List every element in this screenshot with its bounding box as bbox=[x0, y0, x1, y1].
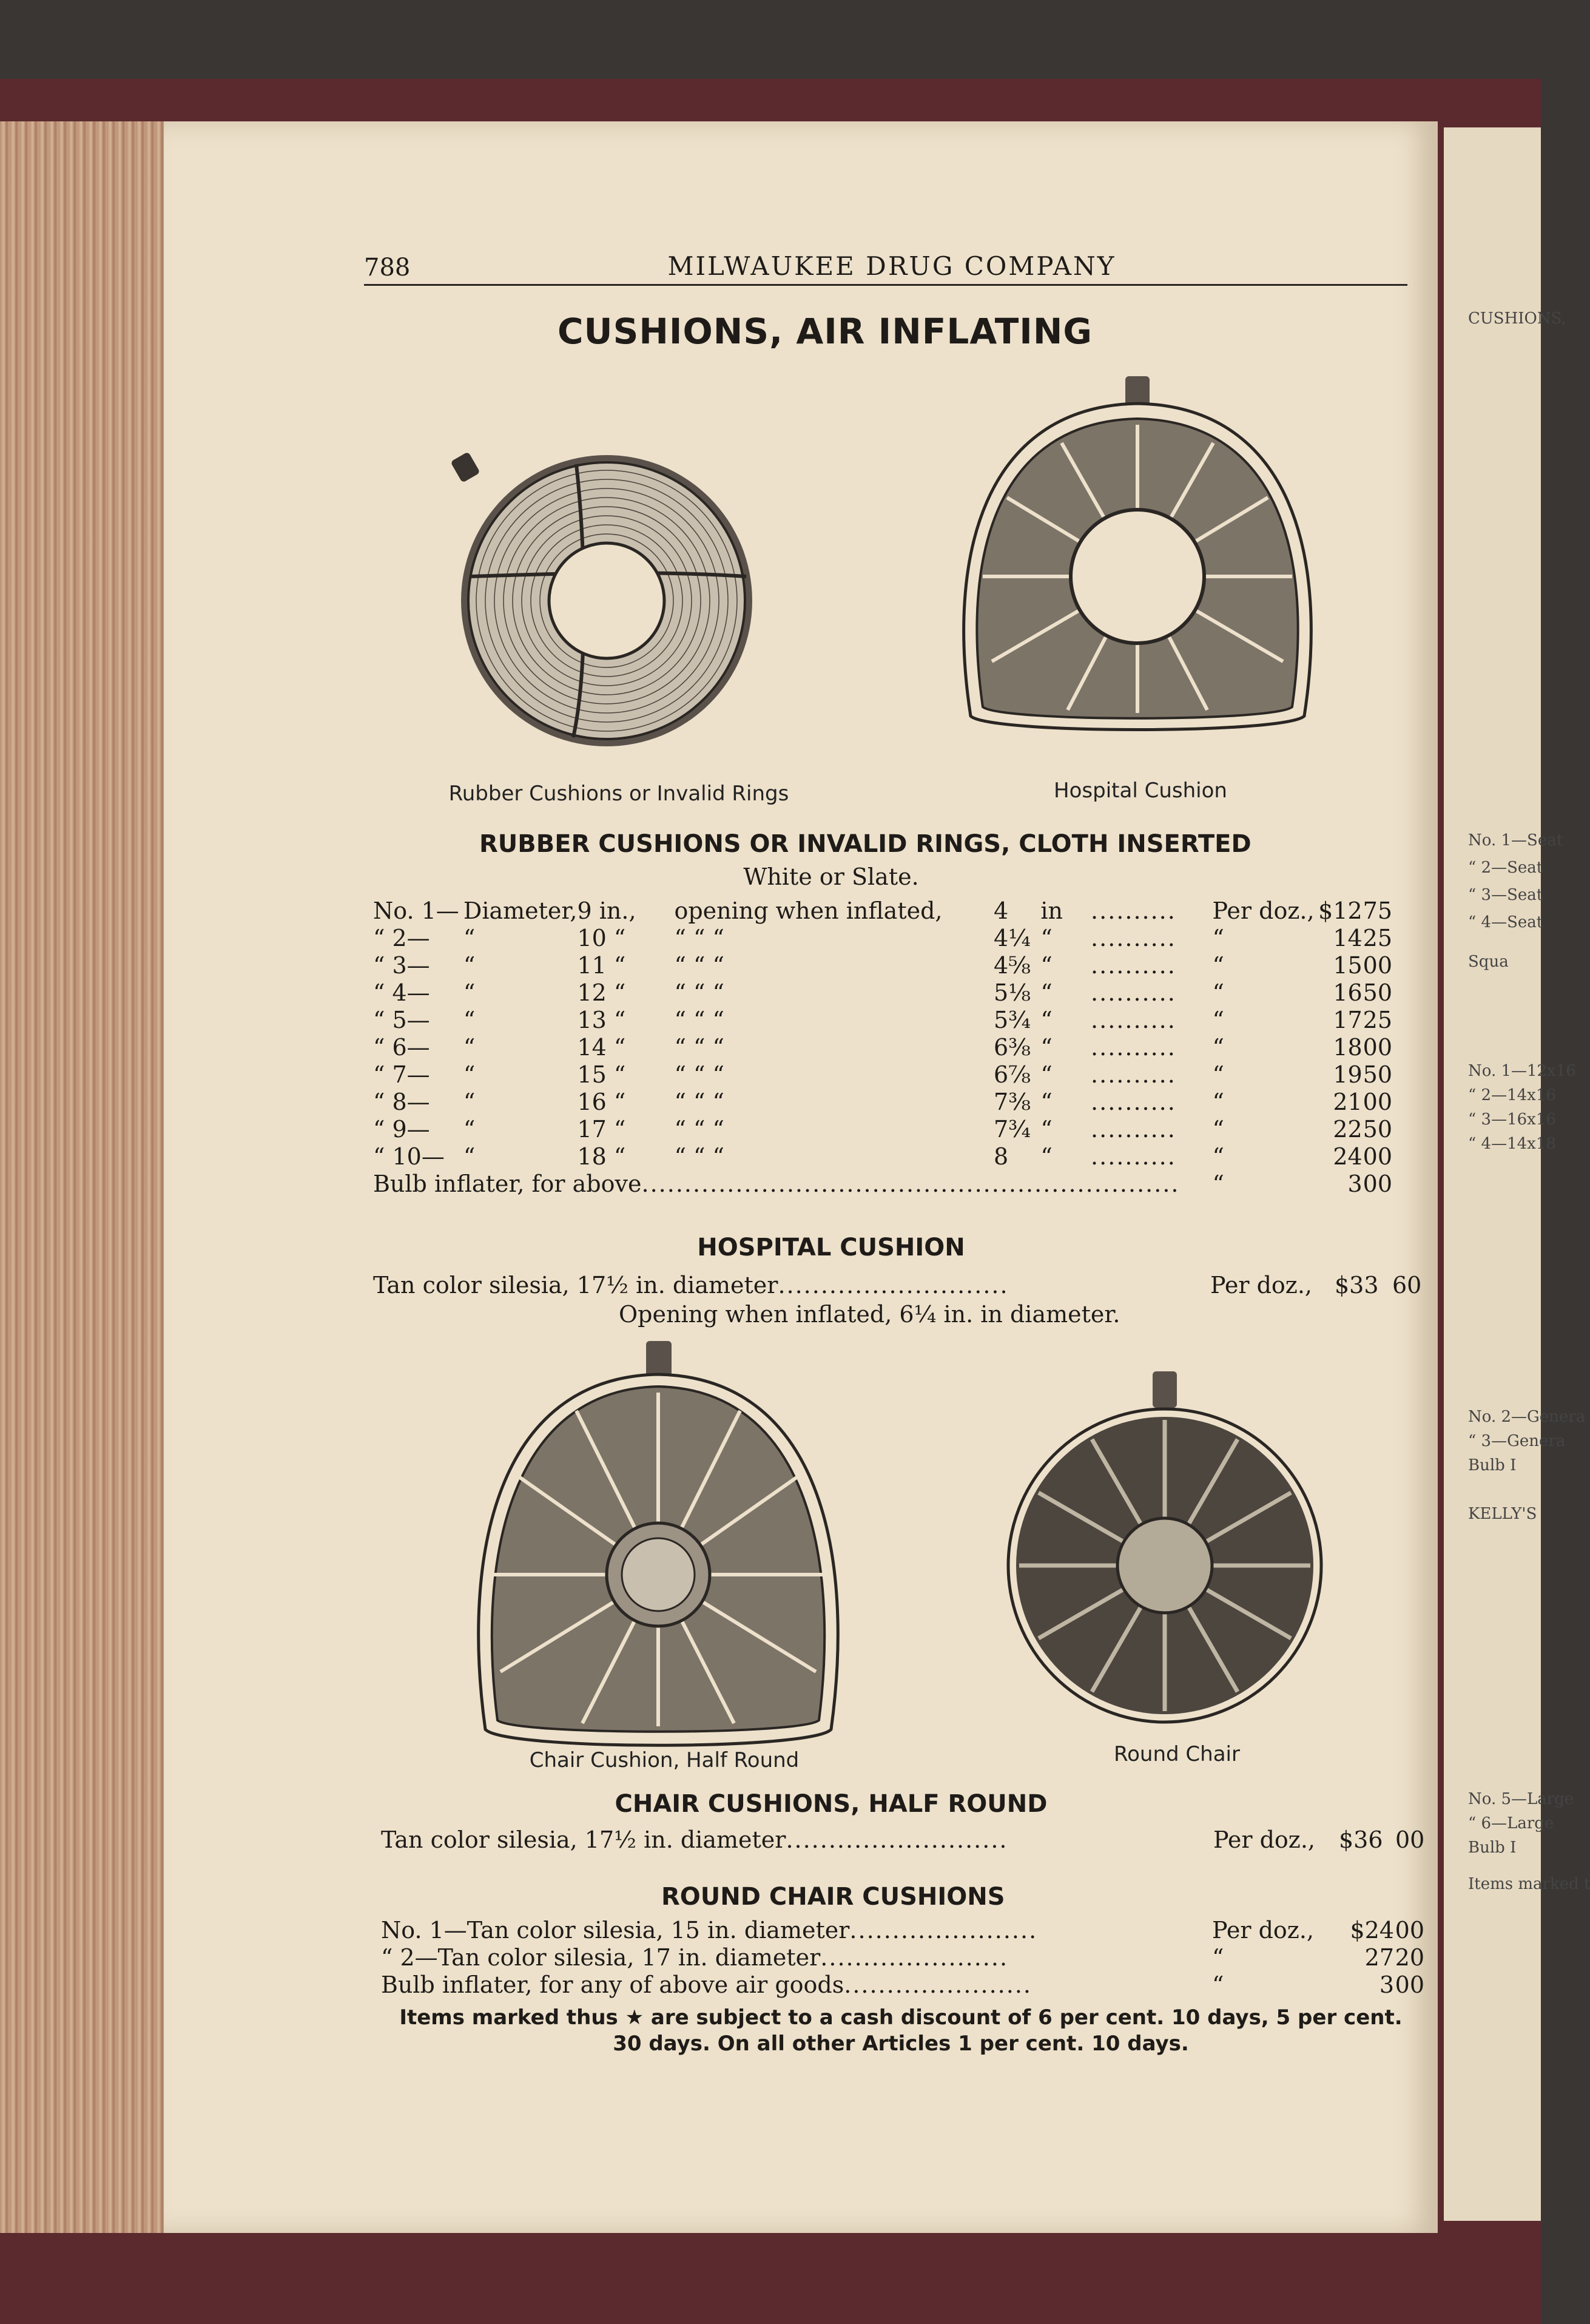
cell-text: No. 1—Tan color silesia, 15 in. diameter bbox=[381, 1916, 850, 1944]
cell-no: “ 9— bbox=[373, 1115, 430, 1143]
table-row bbox=[373, 1088, 1392, 1115]
adjacent-page-fragment: Squa bbox=[1468, 953, 1509, 971]
cell-open-size: 8 bbox=[994, 1143, 1009, 1170]
cell-dia-label: “ bbox=[463, 951, 476, 979]
table-row bbox=[373, 1033, 1392, 1061]
cell-price: $24 bbox=[1350, 1916, 1394, 1944]
cell-dia: 16 “ bbox=[577, 1088, 626, 1115]
cell-price: 19 bbox=[1333, 1061, 1363, 1088]
cell-description bbox=[381, 1944, 1212, 1971]
cell-dia: 13 “ bbox=[577, 1006, 626, 1033]
cell-unit: “ bbox=[1040, 1006, 1053, 1033]
adjacent-page-fragment: Bulb I bbox=[1468, 1456, 1517, 1474]
cell-unit: “ bbox=[1040, 951, 1053, 979]
cell-cents: 50 bbox=[1363, 979, 1392, 1006]
cell-dia: 12 “ bbox=[577, 979, 626, 1006]
cell-price: 18 bbox=[1333, 1033, 1363, 1061]
cell-dia: 10 “ bbox=[577, 924, 626, 951]
cell-leader: .......... bbox=[1091, 1033, 1176, 1061]
cell-price: 3 bbox=[1379, 1971, 1394, 1998]
adjacent-page-fragment: No. 5—Large bbox=[1468, 1790, 1574, 1808]
table-row bbox=[381, 1916, 1424, 1944]
cell-per: “ bbox=[1212, 1170, 1224, 1197]
hospital-note: Opening when inflated, 6¼ in. in diameter. bbox=[619, 1301, 1120, 1328]
table-row bbox=[373, 924, 1392, 951]
cell-description bbox=[381, 1916, 1212, 1944]
cell-cents: 00 bbox=[1363, 1143, 1392, 1170]
discount-note-line2: 30 days. On all other Articles 1 per cent. 10 days. bbox=[613, 2032, 1189, 2056]
cell-dia-label: “ bbox=[463, 924, 476, 951]
caption-rubber-rings: Rubber Cushions or Invalid Rings bbox=[448, 782, 789, 806]
section-heading-hospital: HOSPITAL CUSHION bbox=[697, 1234, 965, 1262]
cell-dia-label: “ bbox=[463, 1033, 476, 1061]
cell-cents: 00 bbox=[1363, 1088, 1392, 1115]
cell-open-size: 6⅞ bbox=[994, 1061, 1031, 1088]
cell-price: 27 bbox=[1364, 1944, 1394, 1971]
table-row bbox=[373, 951, 1392, 979]
adjacent-page-fragment: “ 3—Genera bbox=[1468, 1432, 1566, 1450]
cell-cents: 00 bbox=[1363, 1033, 1392, 1061]
adjacent-page-fragment: “ 4—14x18 bbox=[1468, 1135, 1556, 1153]
leader-dots: ...................... bbox=[849, 1916, 1038, 1944]
cell-opening: “ “ “ bbox=[674, 951, 724, 979]
discount-note-line1: Items marked thus ★ are subject to a cash discount of 6 per cent. 10 days, 5 per cent. bbox=[399, 2005, 1403, 2030]
cell-dia-label: “ bbox=[463, 1143, 476, 1170]
section-heading-round-chair: ROUND CHAIR CUSHIONS bbox=[661, 1883, 1005, 1911]
cell-unit: “ bbox=[1040, 1033, 1053, 1061]
cell-open-size: 6⅜ bbox=[994, 1033, 1031, 1061]
cell-opening: “ “ “ bbox=[674, 1088, 724, 1115]
adjacent-page-fragment: “ 2—Seat bbox=[1468, 859, 1543, 877]
adjacent-page-fragment: KELLY'S bbox=[1468, 1505, 1537, 1523]
cell-per: “ bbox=[1212, 979, 1224, 1006]
cell-cents: 25 bbox=[1363, 1006, 1392, 1033]
cell-dia: 9 in., bbox=[577, 897, 636, 924]
cell-per: “ bbox=[1212, 1061, 1224, 1088]
page-title: CUSHIONS, AIR INFLATING bbox=[557, 311, 1093, 352]
hospital-line bbox=[373, 1272, 1009, 1299]
chair-half-price-dollars: $36 bbox=[1339, 1826, 1383, 1853]
cell-no: “ 8— bbox=[373, 1088, 430, 1115]
adjacent-page-fragment: CUSHIONS, bbox=[1468, 309, 1566, 328]
table-row bbox=[373, 897, 1392, 924]
round-chair-cushion-icon bbox=[995, 1371, 1335, 1729]
cell-no: “ 4— bbox=[373, 979, 430, 1006]
adjacent-page-fragment: “ 3—16x16 bbox=[1468, 1110, 1556, 1129]
cell-opening: “ “ “ bbox=[674, 1115, 724, 1143]
cell-no: “ 6— bbox=[373, 1033, 430, 1061]
cell-per: “ bbox=[1212, 1115, 1224, 1143]
cell-per: Per doz., bbox=[1212, 1916, 1314, 1944]
cell-cents: 20 bbox=[1395, 1944, 1424, 1971]
chair-half-line bbox=[381, 1826, 1008, 1853]
cell-dia-label: “ bbox=[463, 979, 476, 1006]
cell-price: 24 bbox=[1333, 1143, 1363, 1170]
cell-dia-label: Diameter, bbox=[463, 897, 578, 924]
caption-hospital-cushion: Hospital Cushion bbox=[1054, 779, 1227, 803]
cell-per: “ bbox=[1212, 1033, 1224, 1061]
table-row bbox=[373, 979, 1392, 1006]
cell-leader: .......... bbox=[1091, 924, 1176, 951]
cell-text: “ 2—Tan color silesia, 17 in. diameter bbox=[381, 1944, 821, 1971]
cell-leader: .......... bbox=[1091, 1088, 1176, 1115]
cell-open-size: 7⅜ bbox=[994, 1088, 1031, 1115]
cell-cents: 25 bbox=[1363, 924, 1392, 951]
cell-leader: .......... bbox=[1091, 1061, 1176, 1088]
chair-half-per-doz: Per doz., bbox=[1213, 1826, 1315, 1853]
hospital-per-doz: Per doz., bbox=[1210, 1272, 1312, 1299]
cell-dia: 11 “ bbox=[577, 951, 626, 979]
cell-open-size: 5⅛ bbox=[994, 979, 1031, 1006]
half-round-cushion-icon bbox=[461, 1341, 855, 1760]
cell-per: “ bbox=[1212, 1006, 1224, 1033]
cell-dia-label: “ bbox=[463, 1006, 476, 1033]
hospital-price-cents: 60 bbox=[1392, 1272, 1422, 1299]
cell-dia-label: “ bbox=[463, 1088, 476, 1115]
cell-open-size: 4¼ bbox=[994, 924, 1031, 951]
table-row bbox=[373, 1006, 1392, 1033]
adjacent-page-fragment: “ 4—Seat bbox=[1468, 913, 1543, 931]
cell-per: “ bbox=[1212, 924, 1224, 951]
cell-unit: “ bbox=[1040, 1115, 1053, 1143]
cell-unit: in bbox=[1040, 897, 1063, 924]
cell-no: “ 5— bbox=[373, 1006, 430, 1033]
cell-price: 21 bbox=[1333, 1088, 1363, 1115]
cell-open-size: 7¾ bbox=[994, 1115, 1031, 1143]
chair-half-description: Tan color silesia, 17½ in. diameter bbox=[381, 1826, 786, 1853]
adjacent-page-fragment: No. 1—12x16 bbox=[1468, 1062, 1576, 1080]
cell-open-size: 4 bbox=[994, 897, 1009, 924]
cell-leader: .......... bbox=[1091, 1115, 1176, 1143]
leader-dots: ...................... bbox=[844, 1971, 1032, 1998]
cell-price: 22 bbox=[1333, 1115, 1363, 1143]
cell-description bbox=[381, 1971, 1212, 1998]
cell-cents: 00 bbox=[1395, 1971, 1424, 1998]
cell-dia-label: “ bbox=[463, 1115, 476, 1143]
cell-price: 15 bbox=[1333, 951, 1363, 979]
cell-opening: opening when inflated, bbox=[674, 897, 943, 924]
cell-cents: 50 bbox=[1363, 1115, 1392, 1143]
cell-dia: 18 “ bbox=[577, 1143, 626, 1170]
hospital-cushion-icon bbox=[946, 376, 1329, 740]
adjacent-page-fragment: Items marked t bbox=[1468, 1875, 1590, 1893]
caption-half-round: Chair Cushion, Half Round bbox=[529, 1748, 800, 1772]
running-header: MILWAUKEE DRUG COMPANY bbox=[667, 251, 1116, 281]
cell-per: “ bbox=[1212, 1971, 1224, 1998]
cell-text: Bulb inflater, for above bbox=[373, 1170, 642, 1197]
adjacent-page bbox=[1444, 127, 1590, 2221]
section-subheading-colors: White or Slate. bbox=[743, 863, 919, 890]
cell-unit: “ bbox=[1040, 1061, 1053, 1088]
cell-cents: 00 bbox=[1363, 1170, 1392, 1197]
cell-open-size: 4⅝ bbox=[994, 951, 1031, 979]
leader-dots: ........................... bbox=[778, 1272, 1009, 1299]
cell-leader: .......... bbox=[1091, 979, 1176, 1006]
cell-opening: “ “ “ bbox=[674, 924, 724, 951]
cell-opening: “ “ “ bbox=[674, 1033, 724, 1061]
cell-price: $12 bbox=[1318, 897, 1363, 924]
adjacent-page-fragment: Bulb I bbox=[1468, 1839, 1517, 1857]
hospital-price-dollars: $33 bbox=[1335, 1272, 1379, 1299]
cell-opening: “ “ “ bbox=[674, 1006, 724, 1033]
cell-no: “ 7— bbox=[373, 1061, 430, 1088]
cell-no: “ 2— bbox=[373, 924, 430, 951]
cell-per: Per doz., bbox=[1212, 897, 1315, 924]
table-row bbox=[373, 1170, 1392, 1197]
ring-cushion-icon bbox=[437, 425, 776, 740]
cell-leader: .......... bbox=[1091, 897, 1176, 924]
cell-leader: .......... bbox=[1091, 951, 1176, 979]
rubber-rings-price-table bbox=[373, 897, 1392, 1197]
table-row bbox=[373, 1143, 1392, 1170]
caption-round-chair: Round Chair bbox=[1114, 1742, 1240, 1766]
cell-cents: 75 bbox=[1363, 897, 1392, 924]
cell-price: 14 bbox=[1333, 924, 1363, 951]
section-heading-chair-half-round: CHAIR CUSHIONS, HALF ROUND bbox=[615, 1790, 1048, 1818]
catalog-page bbox=[164, 121, 1438, 2233]
section-heading-rubber-rings: RUBBER CUSHIONS OR INVALID RINGS, CLOTH INSERTED bbox=[479, 830, 1251, 858]
cell-opening: “ “ “ bbox=[674, 1143, 724, 1170]
table-row bbox=[373, 1061, 1392, 1088]
header-rule bbox=[364, 284, 1407, 286]
cell-per: “ bbox=[1212, 1944, 1224, 1971]
cell-no: No. 1— bbox=[373, 897, 459, 924]
cell-cents: 00 bbox=[1395, 1916, 1424, 1944]
leader-dots: ...................... bbox=[820, 1944, 1009, 1971]
adjacent-page-fragment: No. 2—Genera bbox=[1468, 1408, 1586, 1426]
cell-dia: 14 “ bbox=[577, 1033, 626, 1061]
page-number: 788 bbox=[364, 254, 411, 282]
adjacent-page-fragment: No. 1—Seat bbox=[1468, 831, 1563, 850]
adjacent-page-fragment: “ 6—Large bbox=[1468, 1814, 1554, 1833]
cell-open-size: 5¾ bbox=[994, 1006, 1031, 1033]
cell-unit: “ bbox=[1040, 1143, 1053, 1170]
cell-per: “ bbox=[1212, 1143, 1224, 1170]
cell-price: 16 bbox=[1333, 979, 1363, 1006]
cell-opening: “ “ “ bbox=[674, 1061, 724, 1088]
cell-opening: “ “ “ bbox=[674, 979, 724, 1006]
cell-price: 17 bbox=[1333, 1006, 1363, 1033]
hospital-description: Tan color silesia, 17½ in. diameter bbox=[373, 1272, 778, 1299]
adjacent-page-fragment: “ 2—14x16 bbox=[1468, 1086, 1556, 1104]
cell-dia: 17 “ bbox=[577, 1115, 626, 1143]
chair-half-price-cents: 00 bbox=[1395, 1826, 1425, 1853]
leader-dots: ............................................................... bbox=[641, 1170, 1180, 1197]
table-row bbox=[373, 1115, 1392, 1143]
bulb-inflater-row bbox=[373, 1170, 1213, 1197]
page-stack-edge bbox=[0, 121, 170, 2233]
cell-dia: 15 “ bbox=[577, 1061, 626, 1088]
cell-price: 3 bbox=[1347, 1170, 1363, 1197]
adjacent-page-fragment: “ 3—Seat bbox=[1468, 886, 1543, 904]
table-row bbox=[381, 1944, 1424, 1971]
cell-per: “ bbox=[1212, 1088, 1224, 1115]
cell-cents: 50 bbox=[1363, 1061, 1392, 1088]
table-row bbox=[381, 1971, 1424, 1998]
cell-text: Bulb inflater, for any of above air goods bbox=[381, 1971, 844, 1998]
cell-leader: .......... bbox=[1091, 1006, 1176, 1033]
cell-per: “ bbox=[1212, 951, 1224, 979]
cell-unit: “ bbox=[1040, 1088, 1053, 1115]
round-chair-price-table bbox=[381, 1916, 1424, 1998]
cell-cents: 00 bbox=[1363, 951, 1392, 979]
cell-leader: .......... bbox=[1091, 1143, 1176, 1170]
cell-no: “ 10— bbox=[373, 1143, 445, 1170]
leader-dots: .......................... bbox=[786, 1826, 1008, 1853]
cell-no: “ 3— bbox=[373, 951, 430, 979]
cell-unit: “ bbox=[1040, 924, 1053, 951]
cell-dia-label: “ bbox=[463, 1061, 476, 1088]
cell-unit: “ bbox=[1040, 979, 1053, 1006]
